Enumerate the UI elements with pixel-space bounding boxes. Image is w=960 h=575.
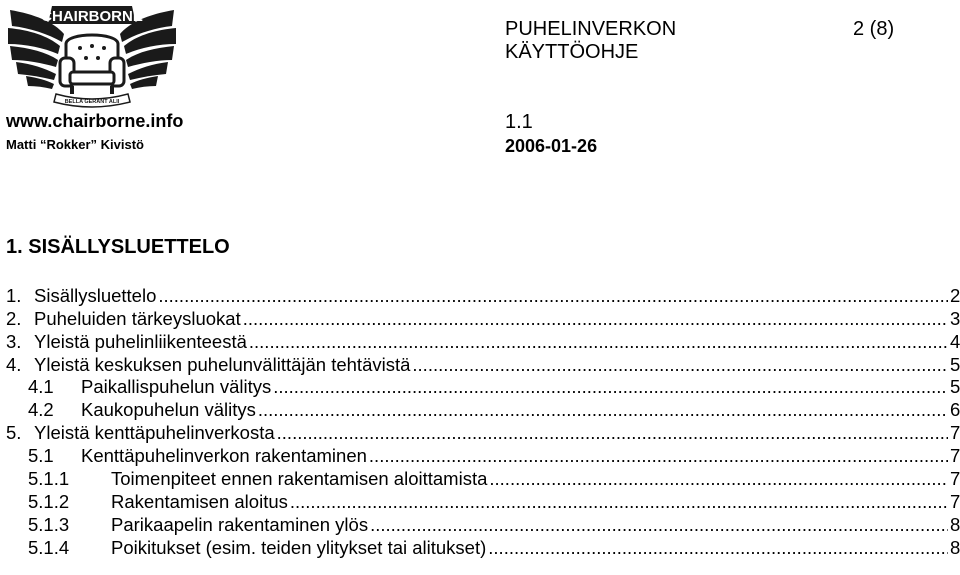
toc-entry-number: 5.1.1 bbox=[28, 468, 70, 490]
toc-entry-title: Paikallispuhelun välitys bbox=[81, 376, 272, 398]
toc-entry[interactable] bbox=[6, 353, 960, 376]
toc-dot-leader bbox=[489, 468, 948, 490]
toc-entry-title: Parikaapelin rakentaminen ylös bbox=[111, 513, 369, 535]
toc-entry-page: 7 bbox=[950, 445, 960, 467]
toc-entry-page: 5 bbox=[950, 353, 960, 375]
toc-entry-title: Kaukopuhelun välitys bbox=[81, 399, 256, 421]
toc-entry-page: 7 bbox=[950, 422, 960, 444]
toc-entry[interactable] bbox=[6, 330, 960, 353]
toc-entry-page: 4 bbox=[950, 330, 960, 352]
page-number: 2 (8) bbox=[853, 18, 895, 40]
toc-entry-page: 8 bbox=[950, 513, 960, 535]
toc-entry-number: 5. bbox=[6, 422, 22, 444]
chairborne-logo bbox=[4, 0, 180, 112]
toc-entry[interactable] bbox=[6, 444, 960, 467]
toc-dot-leader bbox=[158, 285, 948, 307]
logo-ribbon-text: BELLA GERANT ALII bbox=[64, 99, 120, 105]
toc-dot-leader bbox=[290, 491, 948, 513]
toc-entry-title: Toimenpiteet ennen rakentamisen aloittamista bbox=[111, 468, 488, 490]
toc-entry-page: 3 bbox=[950, 307, 960, 329]
toc-dot-leader bbox=[243, 308, 948, 330]
document-title-line-1: PUHELINVERKON bbox=[505, 18, 677, 40]
toc-entry-title: Yleistä kenttäpuhelinverkosta bbox=[34, 422, 275, 444]
toc-entry[interactable] bbox=[6, 376, 960, 399]
document-date: 2006-01-26 bbox=[505, 136, 598, 156]
toc-entry-number: 5.1.2 bbox=[28, 490, 70, 512]
toc-entry-page: 7 bbox=[950, 468, 960, 490]
toc-entry-title: Sisällysluettelo bbox=[34, 284, 157, 306]
winged-chair-emblem bbox=[4, 0, 180, 112]
toc-entry-page: 6 bbox=[950, 399, 960, 421]
toc-entry-page: 5 bbox=[950, 376, 960, 398]
toc-entry[interactable] bbox=[6, 307, 960, 330]
toc-entry-title: Yleistä puhelinliikenteestä bbox=[34, 330, 247, 352]
document-title-line-2: KÄYTTÖOHJE bbox=[505, 41, 639, 63]
toc-dot-leader bbox=[277, 422, 948, 444]
toc-entry[interactable] bbox=[6, 467, 960, 490]
toc-dot-leader bbox=[273, 376, 948, 398]
toc-dot-leader bbox=[249, 331, 948, 353]
section-heading: 1. SISÄLLYSLUETTELO bbox=[6, 236, 230, 258]
toc-entry-number: 4.2 bbox=[28, 399, 54, 421]
toc-entry-title: Yleistä keskuksen puhelunvälittäjän tehtävistä bbox=[34, 353, 411, 375]
toc-entry[interactable] bbox=[6, 398, 960, 421]
toc-entry[interactable] bbox=[6, 421, 960, 444]
toc-entry-page: 2 bbox=[950, 284, 960, 306]
toc-entry-number: 4. bbox=[6, 353, 22, 375]
toc-entry[interactable] bbox=[6, 513, 960, 536]
toc-dot-leader bbox=[412, 354, 948, 376]
toc-dot-leader bbox=[488, 537, 948, 559]
toc-entry-title: Poikitukset (esim. teiden ylitykset tai alitukset) bbox=[111, 536, 487, 558]
toc-entry-number: 5.1.4 bbox=[28, 536, 70, 558]
toc-entry-number: 5.1 bbox=[28, 445, 54, 467]
logo-brand-text: CHAIRBORNE bbox=[41, 8, 143, 25]
toc-entry[interactable] bbox=[6, 284, 960, 307]
toc-dot-leader bbox=[258, 399, 948, 421]
document-version: 1.1 bbox=[505, 111, 533, 133]
toc-entry-page: 7 bbox=[950, 490, 960, 512]
toc-entry-number: 4.1 bbox=[28, 376, 54, 398]
toc-entry-number: 2. bbox=[6, 307, 22, 329]
document-title bbox=[505, 18, 676, 64]
toc-dot-leader bbox=[369, 445, 948, 467]
toc-entry[interactable] bbox=[6, 490, 960, 513]
toc-entry-title: Kenttäpuhelinverkon rakentaminen bbox=[81, 445, 367, 467]
toc-dot-leader bbox=[370, 514, 948, 536]
toc-entry-title: Rakentamisen aloitus bbox=[111, 490, 288, 512]
site-url: www.chairborne.info bbox=[6, 111, 184, 131]
toc-entry-title: Puheluiden tärkeysluokat bbox=[34, 307, 241, 329]
toc-entry-number: 3. bbox=[6, 330, 22, 352]
toc-entry-page: 8 bbox=[950, 536, 960, 558]
author-name: Matti “Rokker” Kivistö bbox=[6, 137, 144, 152]
table-of-contents bbox=[6, 284, 960, 559]
toc-entry[interactable] bbox=[6, 536, 960, 559]
toc-entry-number: 1. bbox=[6, 284, 22, 306]
toc-entry-number: 5.1.3 bbox=[28, 513, 70, 535]
